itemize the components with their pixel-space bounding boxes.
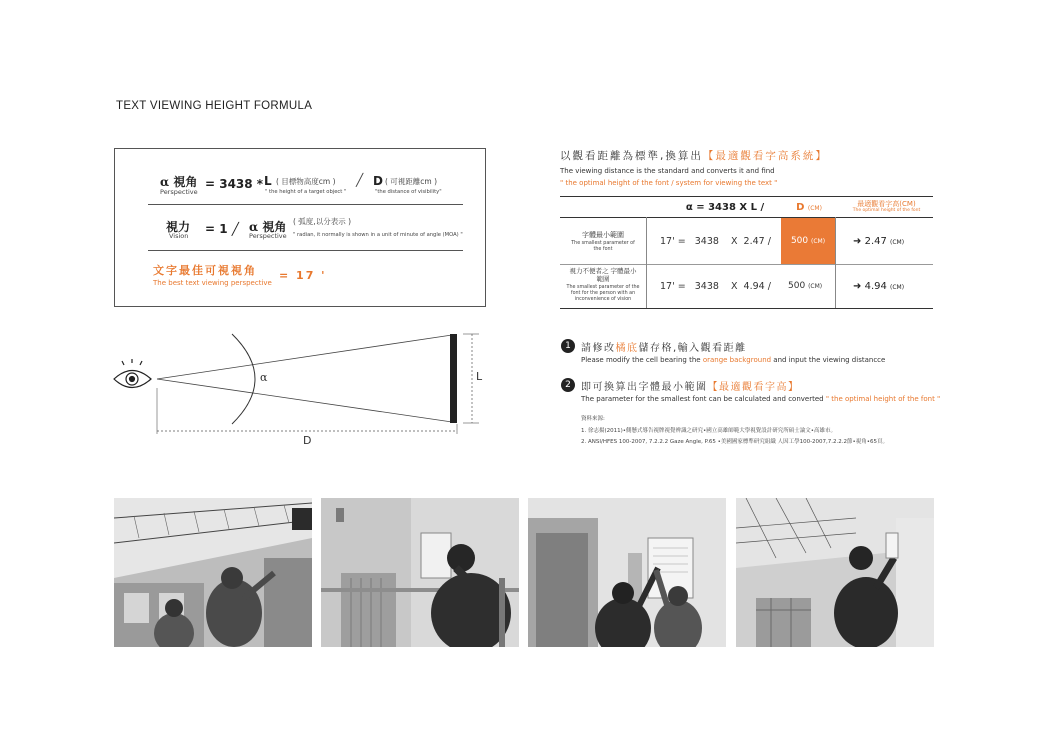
right-heading-cn-orange: 【最適觀看字高系統】 <box>702 150 828 162</box>
step2-number-icon: 2 <box>561 378 575 392</box>
step1-title-orange: 橘底 <box>615 343 639 354</box>
step1-desc-orange: orange background <box>702 356 772 364</box>
right-heading-cn: 以觀看距離為標準,換算出 <box>560 150 703 162</box>
viewing-diagram <box>110 328 490 450</box>
step2-desc-orange: " the optimal height of the font " <box>825 395 941 403</box>
step2-title-a: 即可換算出字體最小範圍 <box>581 382 708 393</box>
photo-elevator <box>528 498 726 647</box>
step1-desc-c: and input the viewing distancce <box>771 356 886 364</box>
formula-slash: ╱ <box>356 173 364 187</box>
alpha-label: α <box>260 371 268 384</box>
radian-note-cn: ( 弧度,以分表示 ) <box>293 217 352 226</box>
row2-result <box>853 281 904 292</box>
vision-eq: = 1 ╱ <box>205 222 239 236</box>
distance-input-cell[interactable] <box>781 218 835 264</box>
best-angle-value: = 17 ' <box>279 269 327 282</box>
photo-ladder <box>321 498 519 647</box>
col-formula: α = 3438 X L / <box>685 202 765 213</box>
vision-label: 視力 <box>166 220 191 234</box>
col-D-unit: (CM) <box>807 205 822 212</box>
row2-d-unit: (CM) <box>808 283 823 290</box>
row2-d-value: 500 <box>788 281 806 291</box>
eye-icon <box>114 359 151 388</box>
right-subheading-orange: " the optimal height of the font / system for viewing the text " <box>560 179 778 187</box>
D-dim-label: D <box>303 434 312 447</box>
perspective-en-2: Perspective <box>249 232 287 240</box>
row1-result-value: 2.47 <box>864 236 887 247</box>
step1-number-icon: 1 <box>561 339 575 353</box>
L-dim-label: L <box>476 370 483 383</box>
row2-result-value: 4.94 <box>864 281 887 292</box>
arrow-right-icon: ➜ <box>853 236 862 247</box>
page-title: TEXT VIEWING HEIGHT FORMULA <box>116 100 313 112</box>
step1-title <box>581 339 747 354</box>
photo-hallway <box>736 498 934 647</box>
D-cn: ( 可視距離cm ) <box>385 177 438 186</box>
formula-eq: = 3438 * <box>205 177 264 191</box>
formula-box <box>114 148 486 307</box>
step1-desc-a: Please modify the cell bearing the <box>581 356 703 364</box>
step1-desc <box>581 356 885 364</box>
vision-en: Vision <box>169 232 189 240</box>
step2-desc <box>581 395 940 403</box>
formula-L: L <box>264 174 272 188</box>
row2-label-en: The smallest parameter of the font for the person with an inconvenience of vision <box>566 285 640 302</box>
row1-label-en: The smallest parameter of the font <box>571 241 635 252</box>
step2-title <box>581 378 800 393</box>
step1-title-a: 請修改 <box>581 343 616 354</box>
step2-title-orange: 【最適觀看字高】 <box>707 382 800 393</box>
best-angle-label: 文字最佳可視視角 <box>153 264 257 277</box>
reference-2: 2. ANSI/HFES 100-2007, 7.2.2.2 Gaze Angle, P.65 •美國國家標準研究組織 人因工學100-2007,7.2.2.2節•視角•65頁。 <box>581 439 889 445</box>
right-heading <box>560 148 828 163</box>
row1-result <box>853 236 904 247</box>
perspective-label-2: α 視角 <box>249 220 287 234</box>
col-D <box>789 202 829 213</box>
divider <box>148 250 463 251</box>
row1-d-value: 500 <box>790 236 809 246</box>
row2-result-unit: (CM) <box>890 284 905 291</box>
photo-corridor <box>114 498 312 647</box>
L-cn: ( 目標物高度cm ) <box>276 177 336 186</box>
row1-formula: 17' = 3438 X 2.47 / <box>660 236 771 247</box>
row1-result-unit: (CM) <box>890 239 905 246</box>
best-angle-en: The best text viewing perspective <box>153 279 272 287</box>
col-D-label: D <box>796 202 805 213</box>
perspective-en: Perspective <box>160 188 198 196</box>
radian-note-en: " radian, it normally is shown in a unit of minute of angle (MOA) " <box>293 232 463 238</box>
reference-1: 1. 徐志揚(2011)•側懸式導告視牌視覺辨識之研究•國立高雄師範大學視覺設計研究所碩士論文•高雄市。 <box>581 428 837 434</box>
reference-title: 資料來源: <box>581 416 605 422</box>
perspective-label: α 視角 <box>160 175 198 189</box>
L-en: " the height of a target object " <box>265 189 347 195</box>
step1-title-c: 儲存格,輸入觀看距離 <box>638 343 747 354</box>
divider <box>148 204 463 205</box>
D-en: "the distance of visibility" <box>375 189 442 195</box>
col-result-cn: 最適觀看字高(CM) <box>857 200 916 208</box>
row2-d[interactable] <box>788 281 822 291</box>
row2-label-cn: 視力不便者之 字體最小範圍 <box>569 267 637 283</box>
conversion-table <box>560 196 933 311</box>
row2-formula: 17' = 3438 X 4.94 / <box>660 281 771 292</box>
col-result-en: The optimal height of the font <box>852 208 921 213</box>
step2-desc-a: The parameter for the smallest font can be calculated and converted <box>581 395 826 403</box>
formula-D: D <box>373 174 383 188</box>
right-subheading: The viewing distance is the standard and converts it and find <box>560 167 775 175</box>
row1-label-cn: 字體最小範圍 <box>582 231 624 239</box>
arrow-right-icon: ➜ <box>853 281 862 292</box>
row1-d-unit: (CM) <box>811 238 826 245</box>
